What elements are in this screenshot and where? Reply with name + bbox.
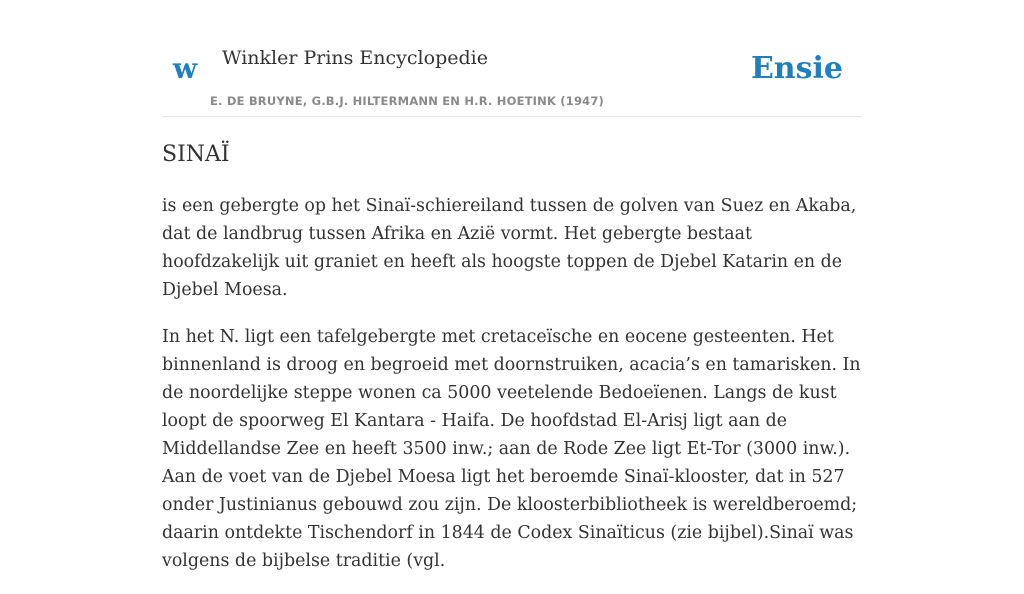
article-paragraph: is een gebergte op het Sinaï-schiereiland tussen de golven van Suez en Akaba, dat de landbrug tussen Afrika en Azië vormt. Het gebergte bestaat hoofdzakelijk uit graniet en heeft als hoogste toppen de Djebel Katarin en de Djebel Moesa. bbox=[162, 196, 857, 300]
publication-logo[interactable]: w bbox=[173, 52, 198, 85]
article-title: SINAÏ bbox=[162, 142, 230, 167]
publication-authors: E. DE BRUYNE, G.B.J. HILTERMANN EN H.R. HOETINK (1947) bbox=[210, 94, 605, 108]
publication-header bbox=[162, 0, 862, 117]
page-container bbox=[162, 0, 862, 571]
ensie-logo[interactable]: Ensie bbox=[750, 51, 843, 86]
article-paragraph: In het N. ligt een tafelgebergte met cretaceïsche en eocene gesteenten. Het binnenland is droog en begroeid met doornstruiken, acacia’s en tamarisken. In de noordelijke steppe wonen ca 5000 veetelende Bedoeïenen. Langs de kust loopt de spoorweg El Kantara - Haifa. De hoofdstad El-Arisj ligt aan de Middellandse Zee en heeft 3500 inw.; aan de Rode Zee ligt Et-Tor (3000 inw.). Aan de voet van de Djebel Moesa ligt het beroemde Sinaï-klooster, dat in 527 onder Justinianus gebouwd zou zijn. De kloosterbibliotheek is wereldberoemd; daarin ontdekte Tischendorf in 1844 de Codex Sinaïticus (zie bijbel).Sinaï was volgens de bijbelse traditie (vgl. bbox=[162, 327, 861, 571]
article-body bbox=[162, 192, 862, 594]
publication-title[interactable]: Winkler Prins Encyclopedie bbox=[222, 47, 488, 69]
